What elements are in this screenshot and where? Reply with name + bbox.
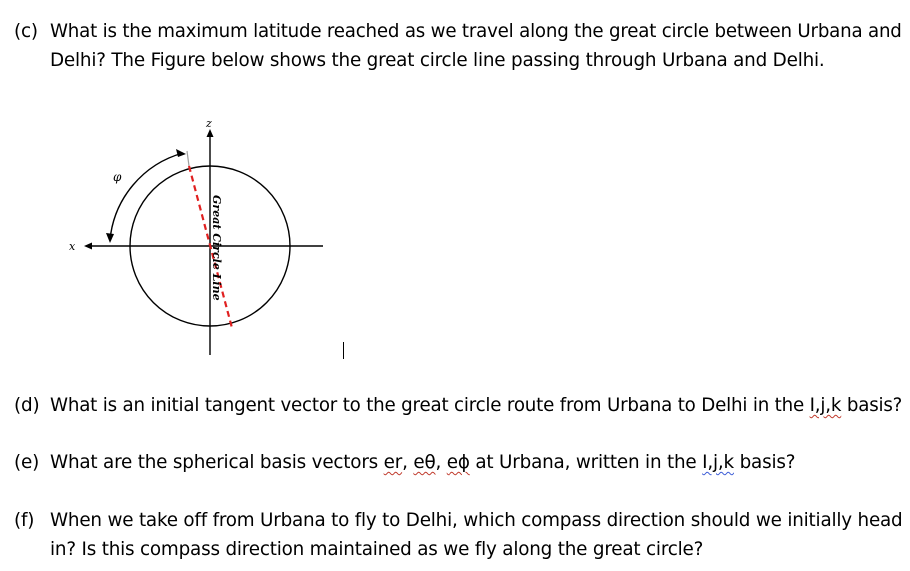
separator: , <box>435 452 447 473</box>
great-circle-line-label: Great Circle Line <box>210 195 223 301</box>
question-text-part: basis? <box>733 452 796 473</box>
great-circle-figure <box>55 105 355 365</box>
question-number: (c) <box>14 21 38 42</box>
question-number: (e) <box>14 452 40 473</box>
phi-arc-arrowhead-bottom <box>106 233 114 243</box>
reference-line <box>187 151 189 166</box>
phi-label: φ <box>113 170 122 184</box>
x-axis-label: x <box>69 240 76 253</box>
z-axis-arrowhead <box>207 129 214 137</box>
x-axis-arrowhead <box>84 243 92 250</box>
basis-vector-er: er <box>383 452 403 473</box>
question-f <box>14 506 904 564</box>
question-text-part: What are the spherical basis vectors <box>50 452 384 473</box>
basis-term: I,j,k <box>809 395 842 416</box>
phi-arc-arrowhead-top <box>176 149 186 157</box>
z-axis-label: z <box>206 117 212 130</box>
question-text-line1: What is the maximum latitude reached as we travel along the great circle between Urbana and <box>50 21 902 42</box>
question-d <box>14 391 904 420</box>
question-text-part: at Urbana, written in the <box>469 452 703 473</box>
question-e <box>14 448 904 477</box>
question-text-line1: When we take off from Urbana to fly to Delhi, which compass direction should we initially head <box>50 510 903 531</box>
question-number: (f) <box>14 510 35 531</box>
question-text-line2: in? Is this compass direction maintained as we fly along the great circle? <box>50 539 704 560</box>
basis-term: I,j,k <box>702 452 734 473</box>
question-number: (d) <box>14 395 40 416</box>
basis-vector-etheta: eθ <box>413 452 436 473</box>
question-text <box>50 391 903 420</box>
question-text-part: basis? <box>841 395 903 416</box>
text-cursor <box>343 342 344 359</box>
question-text-part: What is an initial tangent vector to the great circle route from Urbana to Delhi in the <box>50 395 810 416</box>
basis-vector-ephi: eϕ <box>446 452 470 473</box>
question-text-line2: Delhi? The Figure below shows the great circle line passing through Urbana and Delhi. <box>50 50 825 71</box>
separator: , <box>402 452 414 473</box>
question-text <box>50 448 902 477</box>
question-c <box>14 17 904 75</box>
